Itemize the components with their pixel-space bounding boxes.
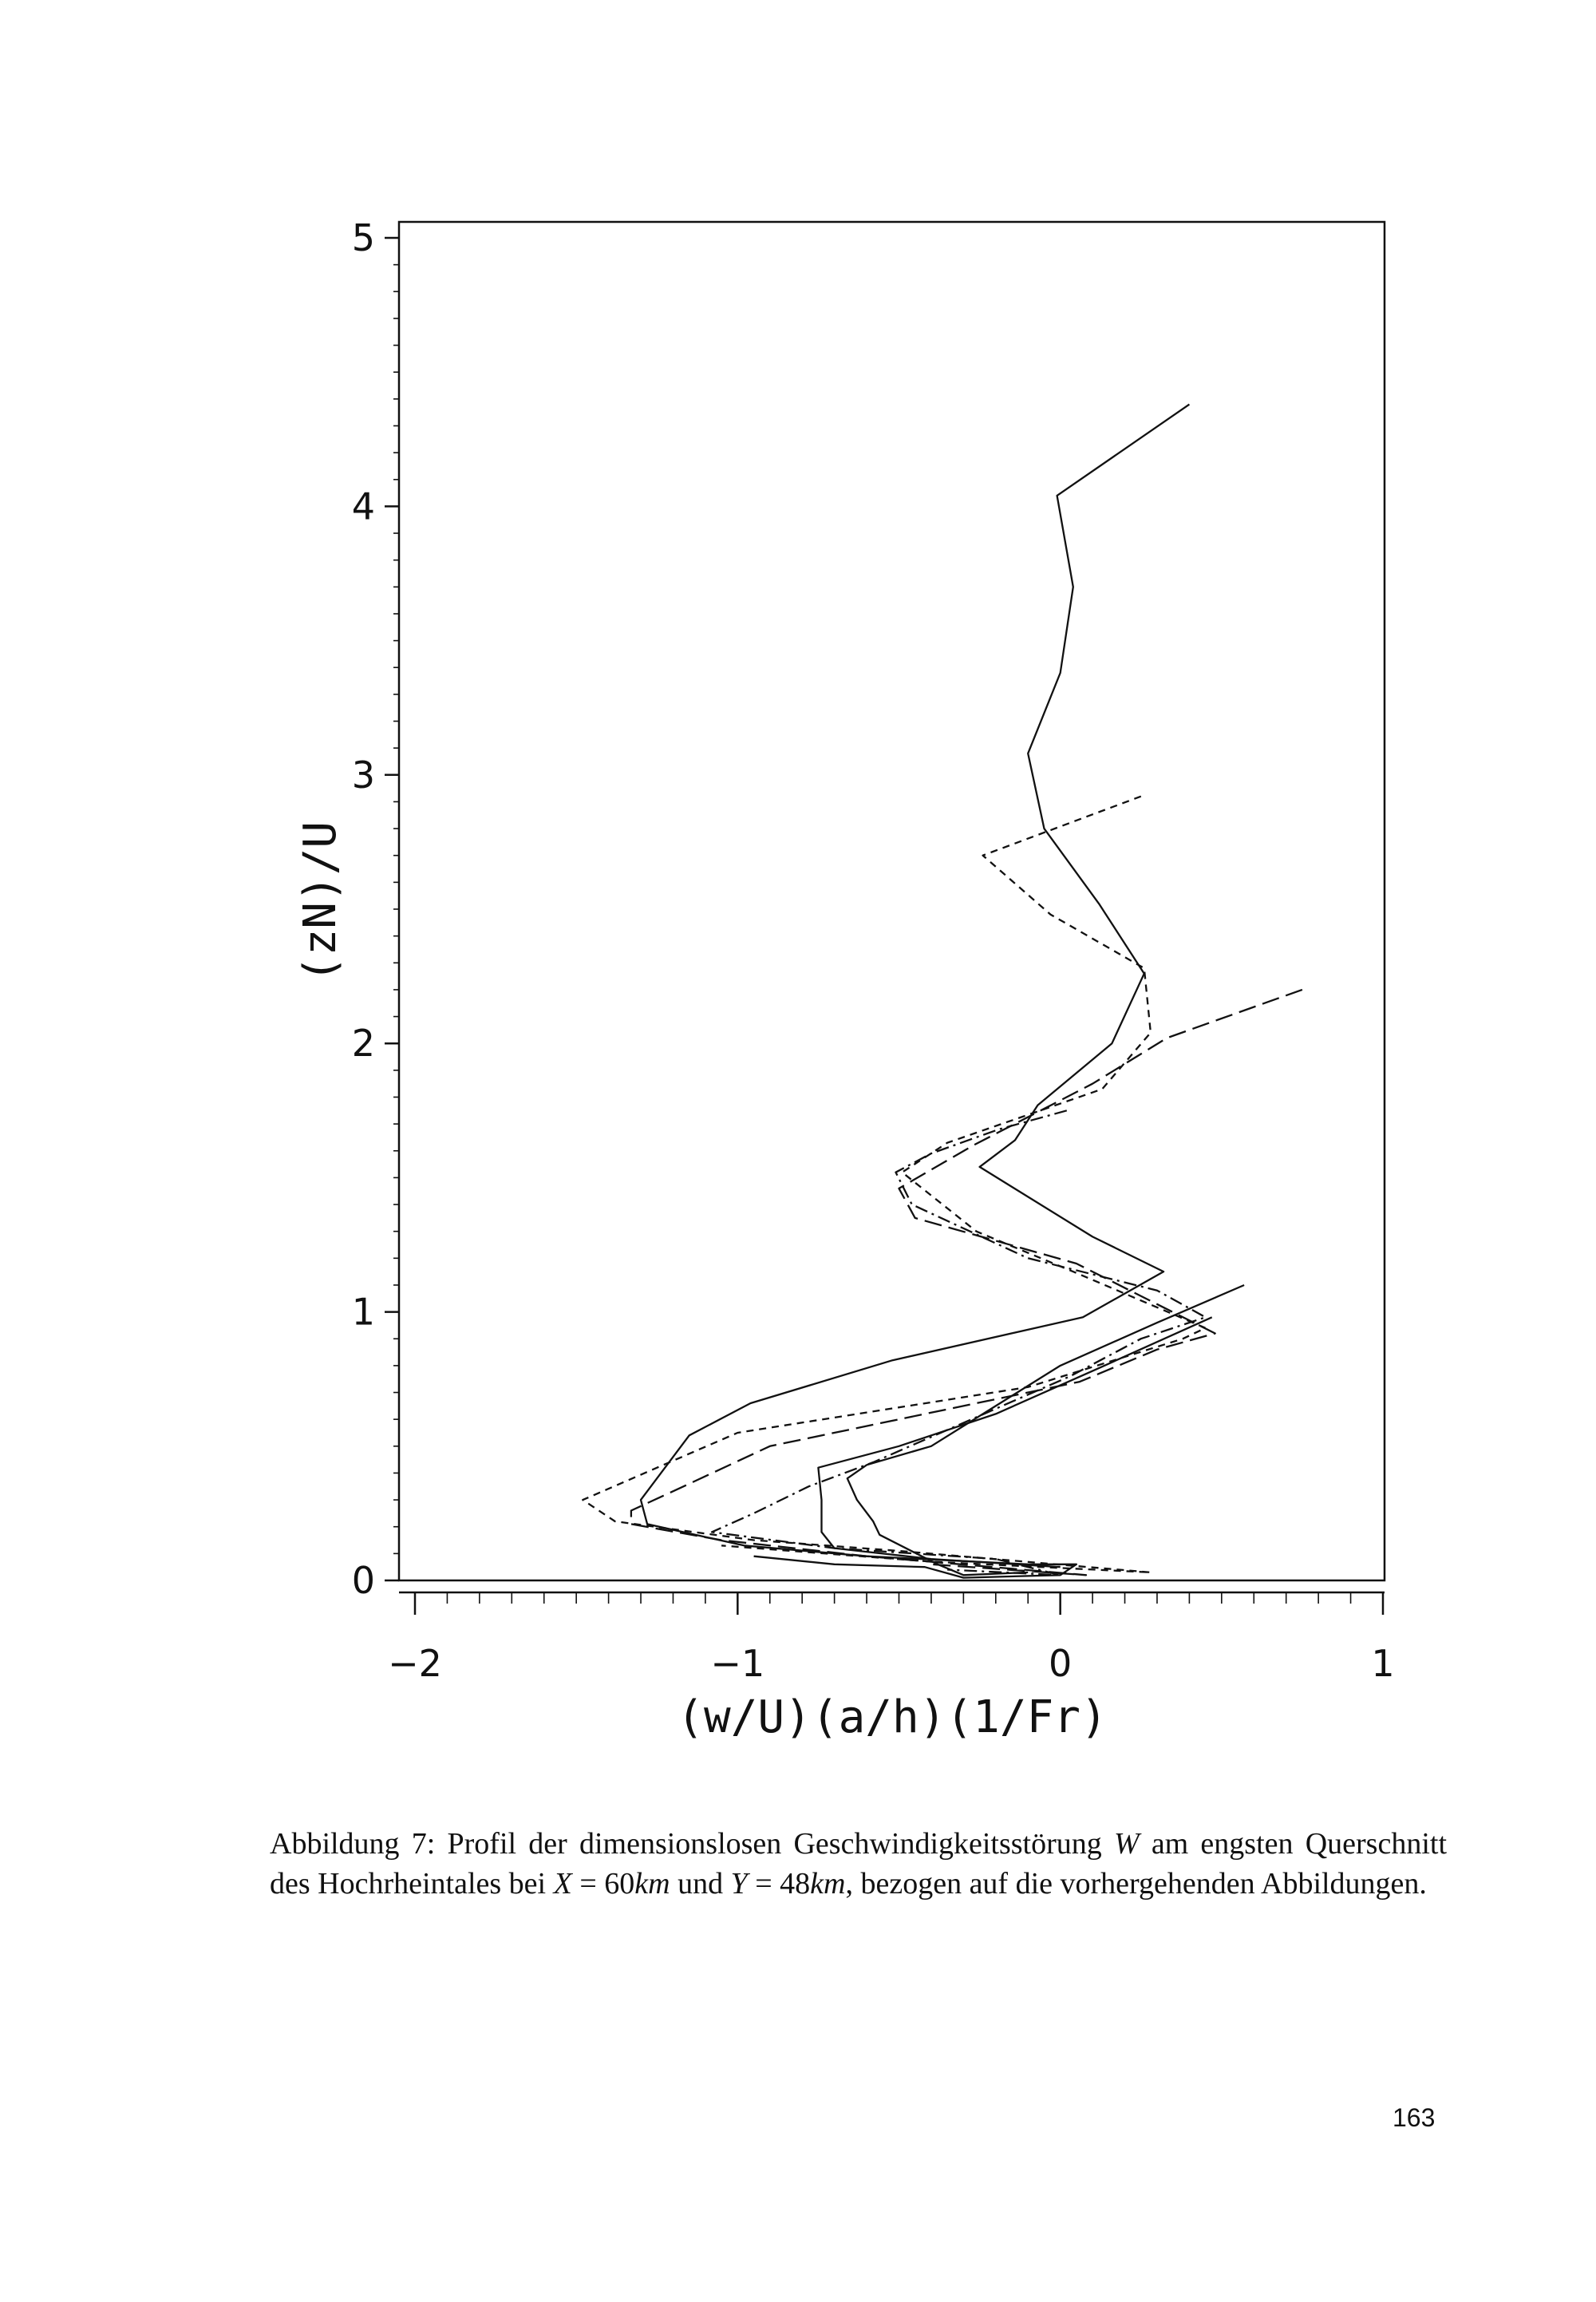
caption-text-4: = 48 [747, 1867, 811, 1901]
y-tick-label: 5 [351, 216, 375, 259]
y-tick-label: 1 [351, 1290, 375, 1334]
plot-frame [399, 222, 1385, 1580]
caption-text-1: am engsten Querschnitt des Hochrheintales bei [270, 1827, 1447, 1901]
y-tick-label: 3 [351, 753, 375, 797]
page-number: 163 [1393, 2103, 1436, 2132]
x-tick-label: 1 [1371, 1642, 1395, 1685]
x-tick-label: −1 [710, 1642, 765, 1685]
series-line-3 [631, 990, 1302, 1575]
x-axis-title: (w/U)(a/h)(1/Fr) [677, 1691, 1108, 1743]
caption-var-w: W [1113, 1827, 1140, 1861]
series-line-1 [641, 405, 1189, 1578]
y-tick-label: 2 [351, 1022, 375, 1066]
x-axis [388, 1592, 1395, 1685]
caption-text-5: , bezogen auf die vorhergehenden Abbildungen. [845, 1867, 1427, 1901]
series-line-2 [583, 797, 1205, 1572]
caption-text-2: = 60 [571, 1867, 635, 1901]
y-tick-label: 0 [351, 1559, 375, 1602]
caption-unit-2: km [810, 1867, 846, 1901]
caption-var-x: X [553, 1867, 572, 1901]
series-layer [583, 405, 1302, 1578]
figure-caption [270, 1824, 1447, 1904]
y-axis [352, 216, 399, 1602]
caption-var-y: Y [730, 1867, 748, 1901]
y-tick-label: 4 [351, 485, 375, 528]
caption-text-3: und [670, 1867, 731, 1901]
x-tick-label: 0 [1049, 1642, 1073, 1685]
caption-lead: Abbildung 7: Profil der dimensionslosen Geschwindigkeitsstörung [270, 1827, 1114, 1861]
series-line-4 [712, 1110, 1206, 1575]
y-axis-title: (zN)/U [294, 821, 346, 983]
caption-unit-1: km [634, 1867, 670, 1901]
x-tick-label: −2 [388, 1642, 442, 1685]
